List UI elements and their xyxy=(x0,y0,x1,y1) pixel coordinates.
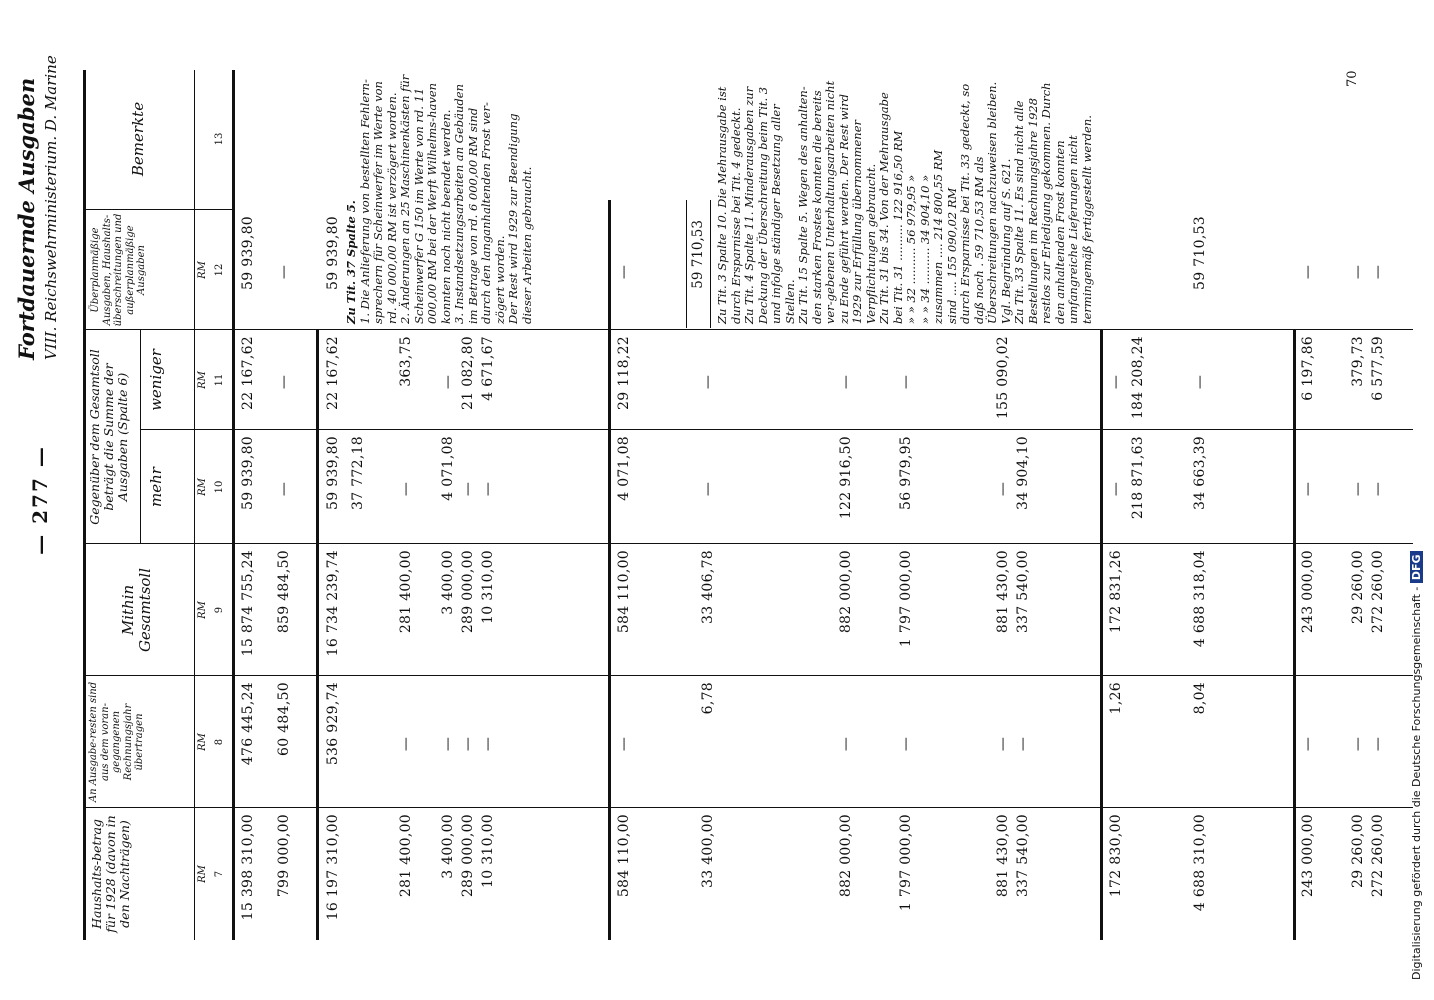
cell-more: 37 772,18 xyxy=(350,436,366,510)
cell-more: — xyxy=(995,481,1011,497)
cell-less: 363,75 xyxy=(398,336,414,387)
cell-budget: 33 400,00 xyxy=(700,814,716,888)
cell-less: 6 197,86 xyxy=(1300,336,1316,401)
cell-less: 4 671,67 xyxy=(480,336,496,401)
cell-overrun: — xyxy=(1370,264,1386,280)
cell-less: — xyxy=(898,374,914,390)
cell-carryover: — xyxy=(995,736,1011,752)
col11-unit: RM xyxy=(197,371,208,389)
cell-carryover: — xyxy=(398,736,414,752)
cell-budget: 289 000,00 xyxy=(460,814,476,898)
col-divider-12-13 xyxy=(83,209,233,210)
col-divider-10-11 xyxy=(140,429,1413,430)
cell-budget: 243 000,00 xyxy=(1300,814,1316,898)
cell-carryover: — xyxy=(440,736,456,752)
remark-paragraph: Zu Tit. 3 Spalte 10. Die Mehrausgabe ist durch Ersparnisse bei Tit. 4 gedeckt. xyxy=(715,86,743,324)
cell-carryover: — xyxy=(1300,736,1316,752)
col13-header: Bemerkte xyxy=(129,101,147,177)
cell-carryover: — xyxy=(1350,736,1366,752)
cell-less: 155 090,02 xyxy=(995,336,1011,420)
cell-overrun: — xyxy=(616,264,632,280)
cell-less: 379,73 xyxy=(1350,336,1366,387)
cell-more: — xyxy=(460,481,476,497)
cell-more: 56 979,95 xyxy=(898,436,914,510)
header-rule xyxy=(194,70,195,940)
header-bottom-rule xyxy=(232,70,235,940)
cell-total: 584 110,00 xyxy=(616,550,632,634)
cell-budget: 281 400,00 xyxy=(398,814,414,898)
page-title: Fortdauernde Ausgaben xyxy=(14,77,39,360)
group-sub-rule xyxy=(140,330,141,544)
remark-line: bei Tit. 31 .......... 122 916,50 RM xyxy=(890,130,905,324)
scan-page-number: 70 xyxy=(1345,70,1360,87)
cell-less: 6 577,59 xyxy=(1370,336,1386,401)
cell-budget: 882 000,00 xyxy=(838,814,854,898)
cell-more: — xyxy=(700,481,716,497)
cell-carryover: — xyxy=(838,736,854,752)
cell-total: 3 400,00 xyxy=(440,550,456,615)
remark-paragraph: Zu Tit. 15 Spalte 5. Wegen des anhalten-den starken Frostes konnten die bereits ver-gebenen Unterhaltungsarbeiten nicht zu Ende geführt werden. Der Rest wird 1929 zur Erfüllung übernommener Verpflichtungen gebraucht. xyxy=(796,80,878,324)
cell-more: — xyxy=(1108,481,1124,497)
cell-more: 218 871,63 xyxy=(1130,436,1146,520)
group-header: Gegenüber dem Gesamtsoll beträgt die Summe der Ausgaben (Spalte 6) xyxy=(87,349,130,525)
cell-less: — xyxy=(440,374,456,390)
digitization-note xyxy=(1410,551,1423,980)
cell-total: 15 874 755,24 xyxy=(240,550,256,657)
col9-header: Mithin Gesamtsoll xyxy=(119,567,154,653)
remark-paragraph: Zu Tit. 4 Spalte 11. Minderausgaben zur Deckung der Überschreitung beim Tit. 3 und infolge ständiger Besetzung aller Stellen. xyxy=(742,86,797,324)
dfg-logo: DFG xyxy=(1410,551,1423,583)
section-rule-3 xyxy=(1100,330,1103,940)
cell-more: 34 904,10 xyxy=(1015,436,1031,510)
remarks-block-tit37 xyxy=(345,74,534,324)
cell-more: 4 071,08 xyxy=(440,436,456,501)
cell-less: — xyxy=(1192,374,1208,390)
col10-number: 10 xyxy=(214,480,225,494)
cell-budget: 16 197 310,00 xyxy=(325,814,341,921)
remark-paragraph: Zu Tit. 31 bis 34. Von der Mehrausgabe xyxy=(877,92,891,324)
cell-budget: 3 400,00 xyxy=(440,814,456,879)
cell-carryover: 8,04 xyxy=(1192,682,1208,715)
cell-budget: 29 260,00 xyxy=(1350,814,1366,888)
cell-overrun: — xyxy=(1300,264,1316,280)
section-rule-4 xyxy=(1293,330,1296,940)
cell-total: 16 734 239,74 xyxy=(325,550,341,657)
cell-budget: 1 797 000,00 xyxy=(898,814,914,912)
cell-more: — xyxy=(276,481,292,497)
col7-unit: RM xyxy=(197,865,208,883)
cell-less: 22 167,62 xyxy=(325,336,341,410)
cell-more: — xyxy=(480,481,496,497)
cell-more: — xyxy=(1300,481,1316,497)
cell-total: 10 310,00 xyxy=(480,550,496,624)
section-rule-2 xyxy=(608,200,611,940)
cell-carryover: 476 445,24 xyxy=(240,682,256,766)
cell-budget: 272 260,00 xyxy=(1370,814,1386,898)
col7-number: 7 xyxy=(214,870,225,878)
cell-overrun: 59 939,80 xyxy=(240,216,256,290)
cell-budget: 172 830,00 xyxy=(1108,814,1124,898)
page-number: — 277 — xyxy=(28,445,52,555)
remark-heading: Zu Tit. 37 Spalte 5. xyxy=(344,200,358,324)
remark-line: zusammen .... 214 800,55 RM xyxy=(931,149,945,324)
remark-paragraph: 3. Instandsetzungsarbeiten an Gebäuden im Betrage von rd. 6 000,00 RM sind durch den langanhaltenden Frost ver-zögert worden. xyxy=(452,84,507,324)
cell-overrun: 59 710,53 xyxy=(1192,216,1208,290)
cell-less: 21 082,80 xyxy=(460,336,476,410)
col12-unit: RM xyxy=(197,261,208,279)
cell-carryover: 1,26 xyxy=(1108,682,1124,715)
cell-carryover: 536 929,74 xyxy=(325,682,341,766)
remark-line: sind .... 155 090,02 RM xyxy=(944,187,959,324)
cell-total: 4 688 318,04 xyxy=(1192,550,1208,648)
cell-total: 243 000,00 xyxy=(1300,550,1316,634)
cell-less: — xyxy=(838,374,854,390)
cell-total: 859 484,50 xyxy=(276,550,292,634)
cell-budget: 584 110,00 xyxy=(616,814,632,898)
remark-sum: 59 710,53 xyxy=(690,220,706,289)
cell-carryover: — xyxy=(480,736,496,752)
cell-overrun: — xyxy=(276,264,292,280)
col9-unit: RM xyxy=(197,601,208,619)
col11-header: weniger xyxy=(147,349,165,411)
remark-paragraph: Zu Tit. 33 Spalte 11. Es sind nicht alle Bestellungen im Rechnungsjahre 1928 restlos zur Erledigung gekommen. Durch den anhaltenden Frost konnten umfangreiche Lieferungen nicht termingemäß fertiggestellt werden. xyxy=(1012,82,1094,324)
cell-more: 34 663,39 xyxy=(1192,436,1208,510)
cell-overrun: — xyxy=(1350,264,1366,280)
cell-total: 337 540,00 xyxy=(1015,550,1031,634)
cell-less: 22 167,62 xyxy=(240,336,256,410)
col-divider-9-10 xyxy=(83,543,1413,544)
remarks-block-tit3-34 xyxy=(716,74,1094,324)
col-divider-11-12 xyxy=(83,329,1413,330)
cell-carryover: — xyxy=(460,736,476,752)
cell-total: 272 260,00 xyxy=(1370,550,1386,634)
cell-total: 29 260,00 xyxy=(1350,550,1366,624)
cell-less: 184 208,24 xyxy=(1130,336,1146,420)
table-top-rule xyxy=(83,70,86,940)
cell-less: — xyxy=(700,374,716,390)
cell-total: 172 831,26 xyxy=(1108,550,1124,634)
remark-line: » » 34 .......... 34 904,10 » xyxy=(917,174,932,324)
cell-budget: 10 310,00 xyxy=(480,814,496,888)
cell-less: — xyxy=(1108,374,1124,390)
col8-number: 8 xyxy=(214,738,225,746)
cell-carryover: — xyxy=(898,736,914,752)
remark-paragraph: 1. Die Anlieferung von bestellten Fehlern-sprechern für Scheinwerfer im Werte von rd. 40 000,00 RM ist verzögert worden. xyxy=(357,79,399,324)
cell-total: 1 797 000,00 xyxy=(898,550,914,648)
cell-total: 281 400,00 xyxy=(398,550,414,634)
remark-line: » » 32 .......... 56 979,95 » xyxy=(904,174,918,324)
col10-unit: RM xyxy=(197,478,208,496)
col-divider-8-9 xyxy=(83,675,1413,676)
cell-budget: 15 398 310,00 xyxy=(240,814,256,921)
cell-carryover: 6,78 xyxy=(700,682,716,715)
cell-total: 33 406,78 xyxy=(700,550,716,624)
col8-unit: RM xyxy=(197,733,208,751)
cell-carryover: — xyxy=(616,736,632,752)
col11-number: 11 xyxy=(214,373,225,387)
cell-carryover: 60 484,50 xyxy=(276,682,292,756)
remark-paragraph: Der Rest wird 1929 zur Beendigung dieser Arbeiten gebraucht. xyxy=(506,113,534,324)
col13-number: 13 xyxy=(214,132,225,146)
cell-budget: 881 430,00 xyxy=(995,814,1011,898)
digitization-text: Digitalisierung gefördert durch die Deutsche Forschungsgemeinschaft - xyxy=(1410,586,1423,980)
cell-less: — xyxy=(276,374,292,390)
cell-budget: 799 000,00 xyxy=(276,814,292,898)
remark-paragraph: 2. Änderungen an 25 Maschinenkästen für Scheinwerfer G 150 im Werte von rd. 11 000,00 RM bei der Werft Wilhelms-haven konnten noch nicht beendet werden. xyxy=(398,74,453,324)
col9-number: 9 xyxy=(214,606,225,614)
col12-number: 12 xyxy=(214,263,225,277)
cell-overrun: 59 939,80 xyxy=(325,216,341,290)
cell-budget: 4 688 310,00 xyxy=(1192,814,1208,912)
cell-budget: 337 540,00 xyxy=(1015,814,1031,898)
cell-more: 122 916,50 xyxy=(838,436,854,520)
cell-more: 59 939,80 xyxy=(325,436,341,510)
cell-total: 289 000,00 xyxy=(460,550,476,634)
col7-header: Haushalts-betrag für 1928 (davon in den Nachträgen) xyxy=(89,815,132,933)
col12-header: Überplanmäßige Ausgaben, Haushalts-überschreitungen und außerplanmäßige Ausgaben xyxy=(90,213,147,327)
remark-sum-rule-2 xyxy=(710,200,711,328)
cell-more: 59 939,80 xyxy=(240,436,256,510)
page-subtitle: VIII. Reichswehrministerium. D. Marine xyxy=(42,55,60,360)
cell-total: 881 430,00 xyxy=(995,550,1011,634)
cell-more: — xyxy=(398,481,414,497)
cell-carryover: — xyxy=(1370,736,1386,752)
section-rule-1 xyxy=(316,330,319,940)
col10-header: mehr xyxy=(147,467,165,507)
remark-paragraph: durch Ersparnisse bei Tit. 33 gedeckt, so daß noch . 59 710,53 RM als Überschreitungen nachzuweisen bleiben. Vgl. Begründung auf S. 621. xyxy=(958,81,1013,324)
cell-more: 4 071,08 xyxy=(616,436,632,501)
col8-header: An Ausgabe-resten sind aus dem voran-gegangenen Rechnungsjahr übertragen xyxy=(88,681,145,803)
cell-less: 29 118,22 xyxy=(616,336,632,410)
cell-more: — xyxy=(1370,481,1386,497)
cell-more: — xyxy=(1350,481,1366,497)
col-divider-7-8 xyxy=(83,807,1413,808)
cell-carryover: — xyxy=(1015,736,1031,752)
cell-total: 882 000,00 xyxy=(838,550,854,634)
remark-sum-rule xyxy=(686,200,687,328)
